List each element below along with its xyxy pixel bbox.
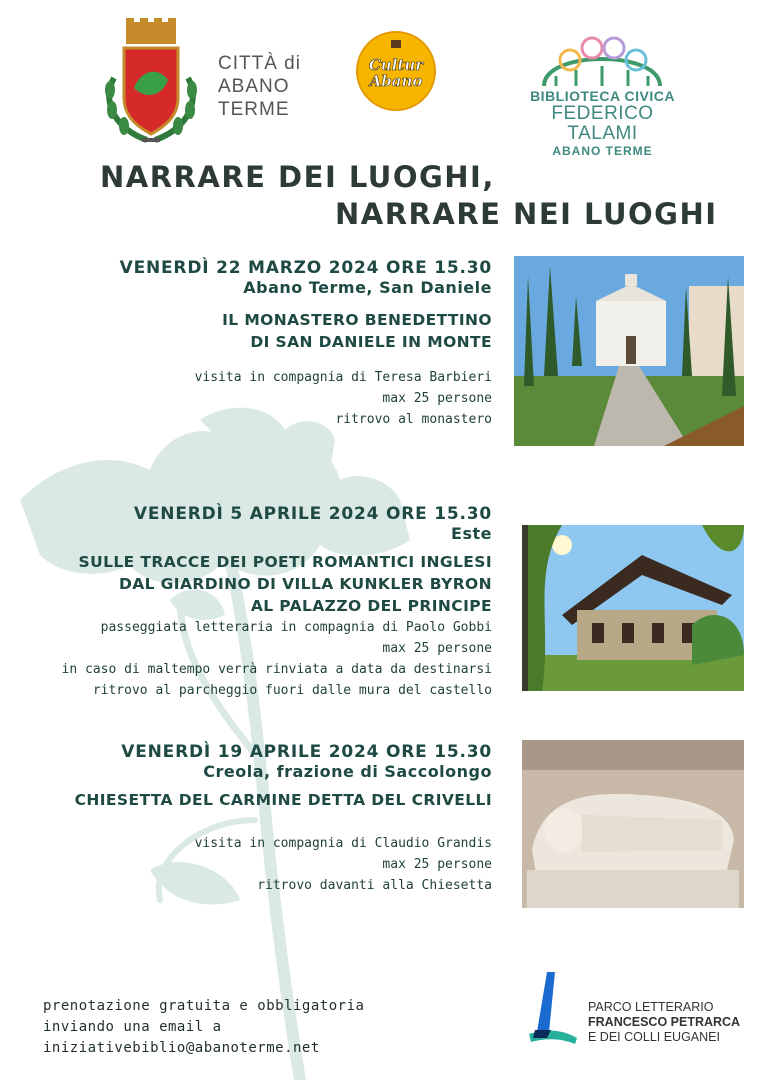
parco-line: PARCO LETTERARIO <box>588 1000 714 1014</box>
event-info: ritrovo al monastero <box>335 412 492 427</box>
booking-line: inviando una email a <box>43 1019 222 1035</box>
monastery-photo <box>514 256 744 446</box>
parco-letterario-quill-logo <box>527 972 579 1048</box>
event-info: visita in compagnia di Teresa Barbieri <box>194 370 492 385</box>
svg-text:Cultur: Cultur <box>368 56 424 74</box>
city-name <box>218 52 301 121</box>
parco-letterario-name <box>588 1000 740 1045</box>
event-place: Creola, frazione di Saccolongo <box>203 762 492 781</box>
event-info: ritrovo davanti alla Chiesetta <box>257 878 492 893</box>
event-info: max 25 persone <box>382 641 492 656</box>
city-name-line: CITTÀ di <box>218 53 301 74</box>
library-name-line: BIBLIOTECA CIVICA <box>530 88 675 104</box>
event-date: VENERDÌ 22 MARZO 2024 ORE 15.30 <box>119 258 492 278</box>
event-info: max 25 persone <box>382 391 492 406</box>
library-name <box>515 88 690 158</box>
event-subject: SULLE TRACCE DEI POETI ROMANTICI INGLESI <box>78 553 492 571</box>
event-subject: DI SAN DANIELE IN MONTE <box>250 333 492 351</box>
event-info: passeggiata letteraria in compagnia di Paolo Gobbi <box>100 620 492 635</box>
event-3 <box>75 742 492 896</box>
parco-line: FRANCESCO PETRARCA <box>588 1015 741 1029</box>
booking-line: prenotazione gratuita e obbligatoria <box>43 998 365 1014</box>
event-subject: IL MONASTERO BENEDETTINO <box>222 311 492 329</box>
event-info: in caso di maltempo verrà rinviata a data da destinarsi <box>61 662 492 677</box>
tomb-effigy-photo <box>522 740 744 908</box>
library-name-line: FEDERICO TALAMI <box>551 103 654 144</box>
event-2 <box>62 504 492 701</box>
city-name-line: TERME <box>218 99 290 120</box>
svg-text:Abano: Abano <box>369 72 423 90</box>
event-date: VENERDÌ 5 APRILE 2024 ORE 15.30 <box>133 504 492 524</box>
event-1 <box>120 258 492 430</box>
city-name-line: ABANO <box>218 76 290 97</box>
city-crest-logo <box>102 18 200 146</box>
event-subject: DAL GIARDINO DI VILLA KUNKLER BYRON <box>118 575 492 593</box>
event-place: Abano Terme, San Daniele <box>243 278 492 297</box>
cultura-abano-logo <box>355 30 437 112</box>
main-title-line2: NARRARE NEI LUOGHI <box>335 197 718 231</box>
event-subject: AL PALAZZO DEL PRINCIPE <box>250 597 492 615</box>
booking-info <box>43 996 364 1059</box>
parco-line: E DEI COLLI EUGANEI <box>588 1030 720 1044</box>
villa-photo <box>522 525 744 691</box>
event-info: visita in compagnia di Claudio Grandis <box>194 836 492 851</box>
library-arches-logo <box>540 30 664 88</box>
main-title-line1: NARRARE DEI LUOGHI, <box>100 160 495 194</box>
event-place: Este <box>451 524 492 543</box>
event-info: max 25 persone <box>382 857 492 872</box>
event-info: ritrovo al parcheggio fuori dalle mura del castello <box>92 683 492 698</box>
event-date: VENERDÌ 19 APRILE 2024 ORE 15.30 <box>121 742 492 762</box>
library-name-line: ABANO TERME <box>552 144 653 158</box>
event-subject: CHIESETTA DEL CARMINE DETTA DEL CRIVELLI <box>74 791 492 809</box>
booking-email-link[interactable]: iniziativebiblio@abanoterme.net <box>43 1040 320 1056</box>
